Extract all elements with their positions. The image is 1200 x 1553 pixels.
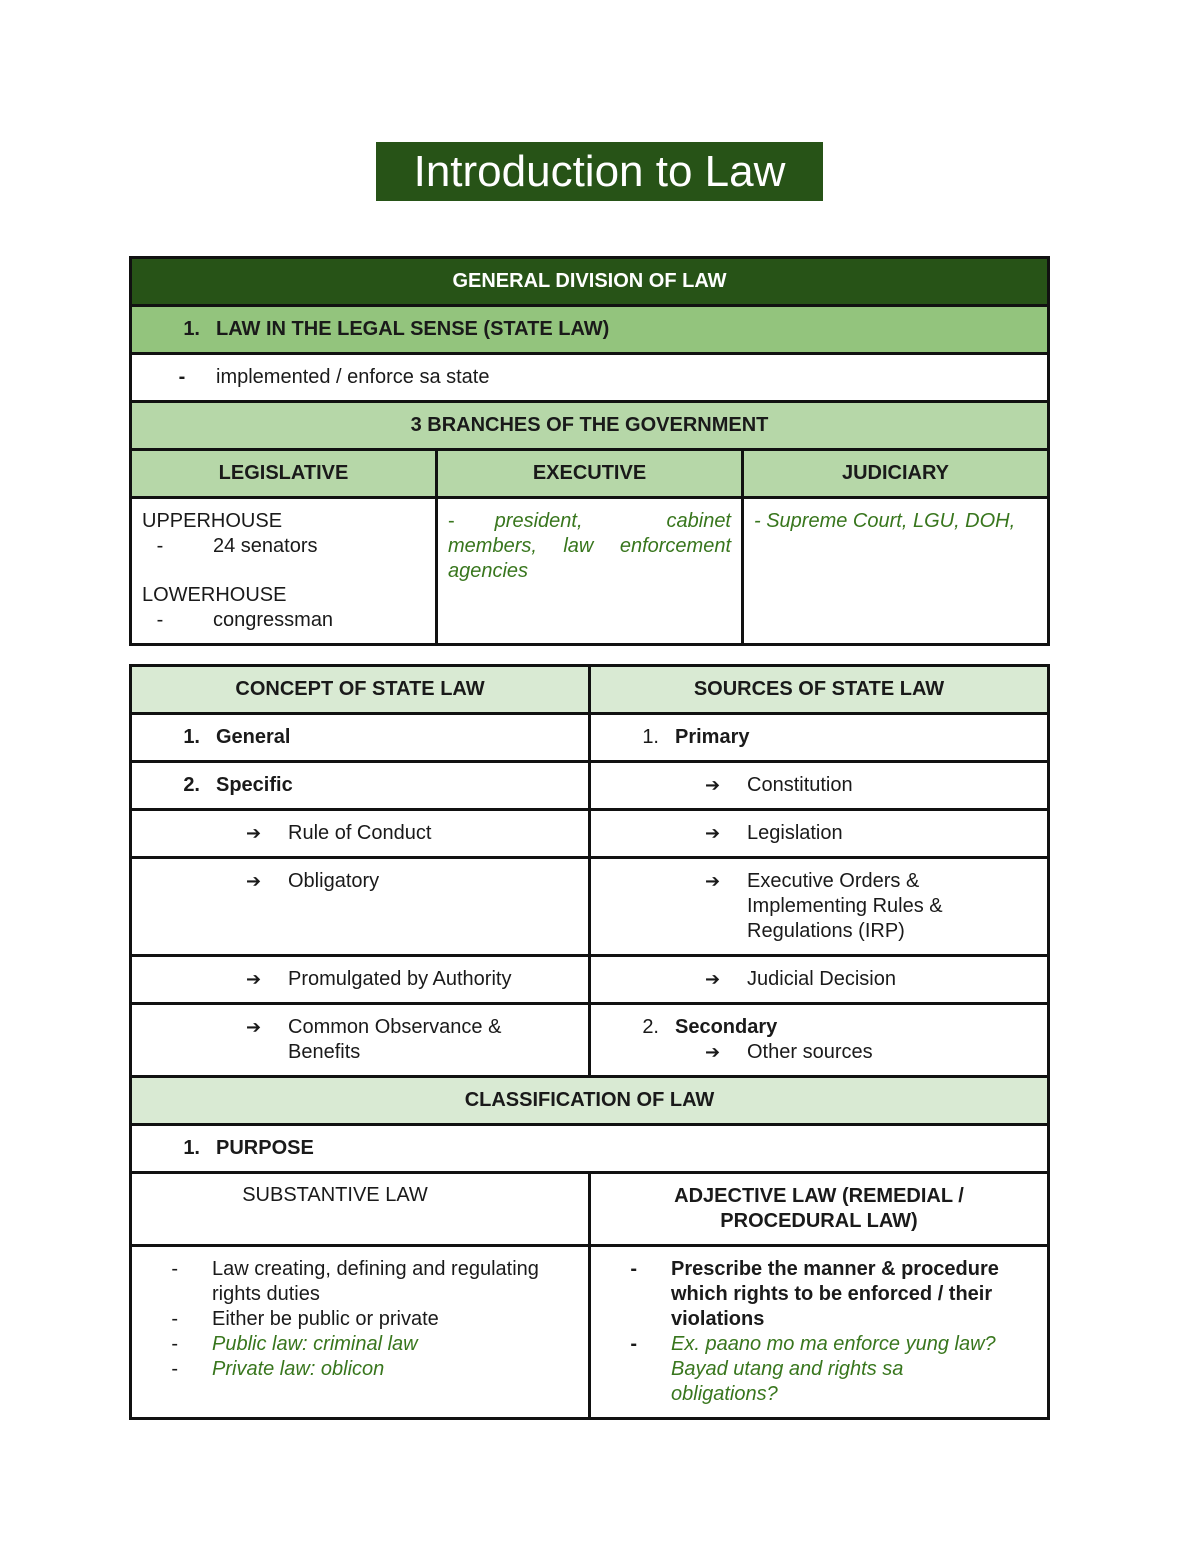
lowerhouse-item: congressman [213,609,334,631]
substantive-law-heading: SUBSTANTIVE LAW [131,1173,590,1246]
general-division-header: GENERAL DIVISION OF LAW [131,258,1049,306]
concept-item: Rule of Conduct [288,822,432,844]
arrow-icon: ➔ [705,871,721,891]
adjective-law-heading-line: ADJECTIVE LAW (REMEDIAL / [674,1185,964,1207]
dash-bullet: - [171,1308,178,1330]
executive-line-3: agencies [448,560,529,582]
adjective-item: Bayad utang and rights sa [671,1358,904,1380]
arrow-icon: ➔ [705,823,721,843]
source-legislation-row [590,810,1049,858]
adjective-law-heading [590,1173,1049,1246]
concept-item-row [131,810,590,858]
arrow-icon: ➔ [246,871,262,891]
state-law-section-label: LAW IN THE LEGAL SENSE (STATE LAW) [216,318,610,340]
dash-bullet: - [171,1358,178,1380]
source-constitution-row [590,762,1049,810]
branches-header: 3 BRANCHES OF THE GOVERNMENT [131,402,1049,450]
page-title: Introduction to Law [376,142,823,201]
upperhouse-item: 24 senators [213,535,318,557]
list-number: 1. [183,1137,200,1159]
source-item: Legislation [747,822,843,844]
sources-secondary-row [590,1004,1049,1077]
adjective-item: violations [671,1308,765,1330]
sources-secondary-label: Secondary [675,1016,778,1038]
dash-bullet: - [171,1333,178,1355]
source-item: Other sources [747,1041,873,1063]
source-item: Regulations (IRP) [747,920,905,942]
concept-item: Common Observance & [288,1016,502,1038]
concept-item: Obligatory [288,870,380,892]
concept-item: Benefits [288,1041,361,1063]
dash-bullet: - [448,510,455,532]
concept-item: Promulgated by Authority [288,968,512,990]
branch-col-judiciary: JUDICIARY [743,450,1049,498]
adjective-law-heading-line: PROCEDURAL LAW) [720,1210,918,1232]
arrow-icon: ➔ [246,969,262,989]
arrow-icon: ➔ [246,823,262,843]
source-item: Executive Orders & [747,870,920,892]
sources-primary-label: Primary [675,726,750,748]
source-item: Implementing Rules & [747,895,943,917]
adjective-item: obligations? [671,1383,778,1405]
classification-header: CLASSIFICATION OF LAW [131,1077,1049,1125]
source-judicial-row [590,956,1049,1004]
sources-primary-row [590,714,1049,762]
substantive-item: rights duties [212,1283,320,1305]
concept-item-row [131,858,590,956]
substantive-law-cell [131,1246,590,1419]
adjective-item: Ex. paano mo ma enforce yung law? [671,1333,996,1355]
state-law-note-row [131,354,1049,402]
purpose-row [131,1125,1049,1173]
executive-item-cabinet: cabinet [666,510,731,532]
substantive-item: Law creating, defining and regulating [212,1258,539,1280]
concept-sources-table [129,664,1050,1420]
branch-col-legislative: LEGISLATIVE [131,450,437,498]
purpose-label: PURPOSE [216,1137,314,1159]
dash-bullet: - [156,609,164,631]
source-executive-orders-row [590,858,1049,956]
concept-item-row [131,956,590,1004]
list-number: 2. [183,774,200,796]
substantive-item: Either be public or private [212,1308,439,1330]
substantive-item: Public law: criminal law [212,1333,418,1355]
list-number: 1. [642,726,659,748]
concept-header: CONCEPT OF STATE LAW [131,666,590,714]
lowerhouse-label: LOWERHOUSE [142,584,287,606]
dash-bullet: - [178,366,186,388]
list-number: 2. [642,1016,659,1038]
list-number: 1. [183,726,200,748]
list-number: 1. [183,318,200,340]
upperhouse-label: UPPERHOUSE [142,510,283,532]
dash-bullet: - [630,1333,637,1355]
concept-general-label: General [216,726,291,748]
general-division-table [129,256,1050,646]
adjective-item: which rights to be enforced / their [671,1283,993,1305]
source-item: Judicial Decision [747,968,896,990]
state-law-section-row [131,306,1049,354]
executive-line-2: members, law enforcement [448,535,731,557]
state-law-note-text: implemented / enforce sa state [216,366,490,388]
adjective-law-cell [590,1246,1049,1419]
concept-specific-row [131,762,590,810]
branch-col-executive: EXECUTIVE [437,450,743,498]
dash-bullet: - [630,1258,637,1280]
executive-item-president: president, [494,510,583,532]
arrow-icon: ➔ [705,1042,721,1062]
concept-general-row [131,714,590,762]
judiciary-cell: - Supreme Court, LGU, DOH, [743,498,1049,645]
arrow-icon: ➔ [705,969,721,989]
arrow-icon: ➔ [246,1017,262,1037]
executive-cell [437,498,743,645]
legislative-cell [131,498,437,645]
substantive-item: Private law: oblicon [212,1358,385,1380]
source-item: Constitution [747,774,853,796]
sources-header: SOURCES OF STATE LAW [590,666,1049,714]
concept-item-row [131,1004,590,1077]
dash-bullet: - [171,1258,178,1280]
arrow-icon: ➔ [705,775,721,795]
concept-specific-label: Specific [216,774,293,796]
dash-bullet: - [156,535,164,557]
adjective-item: Prescribe the manner & procedure [671,1258,999,1280]
